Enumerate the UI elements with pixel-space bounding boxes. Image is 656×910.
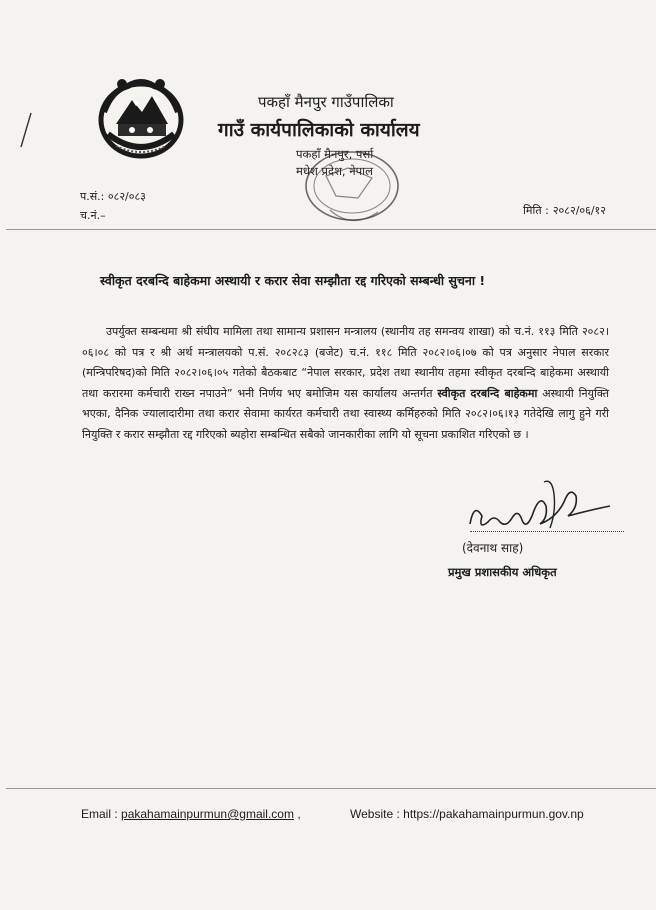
website-label: Website :	[350, 807, 400, 821]
notice-subject: स्वीकृत दरबन्दि बाहेकमा अस्थायी र करार सेवा सम्झौता रद्द गरिएको सम्बन्धी सुचना !	[100, 273, 486, 288]
margin-pen-mark	[18, 110, 34, 150]
footer-website	[350, 807, 584, 821]
body-text-part-1: उपर्युक्त सम्बन्धमा श्री संघीय मामिला तथा सामान्य प्रशासन मन्त्रालय (स्थानीय तह समन्वय शाखा) को च.नं. ११३ मिति २०८२।०६।०८ को पत्र र श्री अर्थ मन्त्रालयको प.सं. २०८२८३ (बजेट) च.नं. ११८ मिति २०८२।०६।०७ को पत्र अनुसार नेपाल सरकार (मन्त्रिपरिषद)को मिति २०८२।०६।०५ गतेको बैठकबाट “नेपाल सरकार, प्रदेश तथा स्थानीय तहमा स्वीकृत दरबन्दि बाहेकमा अस्थायी तथा करारमा कर्मचारी राख्न नपाउने” भनी निर्णय भए बमोजिम यस कार्यालय अन्तर्गत	[82, 325, 609, 400]
email-link[interactable]: pakahamainpurmun@gmail.com	[121, 807, 294, 821]
address-line-2: मधेश प्रदेश, नेपाल	[296, 164, 373, 178]
date-value: २०८२/०६/१२	[552, 204, 606, 217]
office-title: गाउँ कार्यपालिकाको कार्यालय	[218, 119, 420, 141]
signature-line	[470, 531, 624, 532]
signatory-name: (देवनाथ साह)	[462, 541, 524, 555]
date-label: मिति :	[523, 204, 549, 217]
body-text-emphasis: स्वीकृत दरबन्दि बाहेकमा	[437, 386, 538, 400]
office-subtitle: पकहाँ मैनपुर गाउँपालिका	[258, 93, 394, 111]
dispatch-number: च.नं.–	[80, 209, 106, 222]
email-separator: ,	[297, 807, 301, 821]
signatory-title: प्रमुख प्रशासकीय अधिकृत	[448, 565, 557, 579]
footer-divider	[6, 788, 656, 789]
nepal-emblem-icon	[94, 72, 188, 162]
website-link[interactable]: https://pakahamainpurmun.gov.np	[403, 807, 584, 821]
notice-body	[82, 322, 609, 445]
address-line-1: पकहाँ मैनपुर, पर्सा	[296, 147, 374, 161]
header-divider	[6, 229, 656, 230]
reference-number: प.सं.: ०८२/०८३	[80, 190, 146, 203]
body-text-part-2: अस्थायी नियुक्ति भएका, दैनिक ज्यालादारीमा तथा करार सेवामा कार्यरत कर्मचारी तथा स्वास्थ्य कर्मिहरुको मिति २०८२।०६।१३ गतेदेखि लागु हुने गरी नियुक्ति र करार सम्झौता रद्द गरिएको ब्यहोरा सम्बन्धित सबैको जानकारीका लागि यो सूचना प्रकाशित गरिएको छ ।	[82, 386, 609, 441]
footer-email	[81, 807, 301, 821]
email-label: Email :	[81, 807, 118, 821]
letter-date	[523, 203, 606, 218]
office-seal-icon	[286, 146, 416, 238]
